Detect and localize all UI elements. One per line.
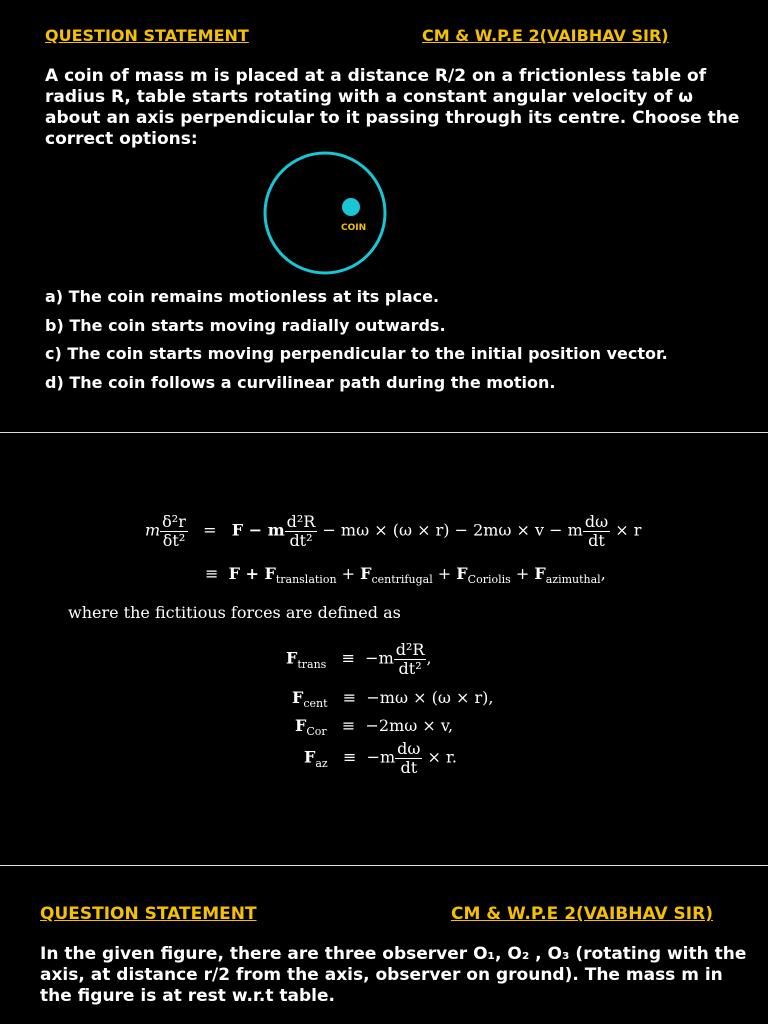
equation-line-1: m $\frac{\text{δ²r}}{\text{δt²}}$ = F − m $\frac{\text{d²R}}{\text{dt²}}$ − mω × (ω × r) − 2mω × v − m $\frac{d\omega}{dt}$ × r xyxy=(145,512,642,550)
eq-line1-mid: − mω × (ω × r) − 2mω × v − m xyxy=(322,520,583,540)
question-statement-header: QUESTION STATEMENT xyxy=(40,904,257,924)
def-cent: $F_{cent} \equiv -m\omega \times (\omega \times r)$, xyxy=(292,688,494,711)
def-trans: $F_{trans} \equiv -m$ $\frac{\text{d²R}}{\text{dt²}}$ , xyxy=(286,640,432,678)
question-line: the figure is at rest w.r.t table. xyxy=(40,986,335,1006)
question-statement-header: QUESTION STATEMENT xyxy=(45,26,249,45)
option-b: b) The coin starts moving radially outwards. xyxy=(45,316,446,335)
question-line: axis, at distance r/2 from the axis, observer on ground). The mass m in xyxy=(40,965,723,985)
eq-lhs-frac: $\frac{\text{δ²r}}{\text{δt²}}$ xyxy=(162,512,186,550)
where-text: where the fictitious forces are defined as xyxy=(68,603,401,622)
eq-line1-start: F − m xyxy=(231,520,285,540)
coin-label: COIN xyxy=(341,223,367,233)
table-diagram xyxy=(258,150,398,280)
def-cor: $F_{Cor} \equiv -2m\omega \times v$, xyxy=(295,716,454,739)
equation-line-2: ≡ $F + F_{translation} + F_{centrifugal} + F_{Coriolis} + F_{azimuthal}$, xyxy=(205,564,606,587)
question-text xyxy=(45,66,745,150)
question-line: A coin of mass m is placed at a distance R/2 on a frictionless table of xyxy=(45,66,707,86)
course-title-header: CM & W.P.E 2(VAIBHAV SIR) xyxy=(422,26,669,45)
slide-3 xyxy=(0,866,768,1024)
coin-dot xyxy=(342,198,360,216)
option-a: a) The coin remains motionless at its place. xyxy=(45,287,440,306)
question-line: radius R, table starts rotating with a constant angular velocity of ω xyxy=(45,87,694,107)
question-line: In the given figure, there are three observer O₁, O₂ , O₃ (rotating with the xyxy=(40,944,747,964)
question-text xyxy=(40,944,760,1007)
table-circle xyxy=(265,153,385,273)
eq-lhs-m: m xyxy=(145,520,161,540)
option-d: d) The coin follows a curvilinear path during the motion. xyxy=(45,373,556,392)
slide-2 xyxy=(0,433,768,865)
option-c: c) The coin starts moving perpendicular to the initial position vector. xyxy=(45,344,668,363)
question-line: correct options: xyxy=(45,129,198,149)
question-line: about an axis perpendicular to it passing through its centre. Choose the xyxy=(45,108,740,128)
def-az: $F_{az} \equiv -m$ $\frac{d\omega}{dt}$ × r. xyxy=(304,739,457,777)
slide-1 xyxy=(0,0,768,432)
course-title-header: CM & W.P.E 2(VAIBHAV SIR) xyxy=(451,904,713,924)
